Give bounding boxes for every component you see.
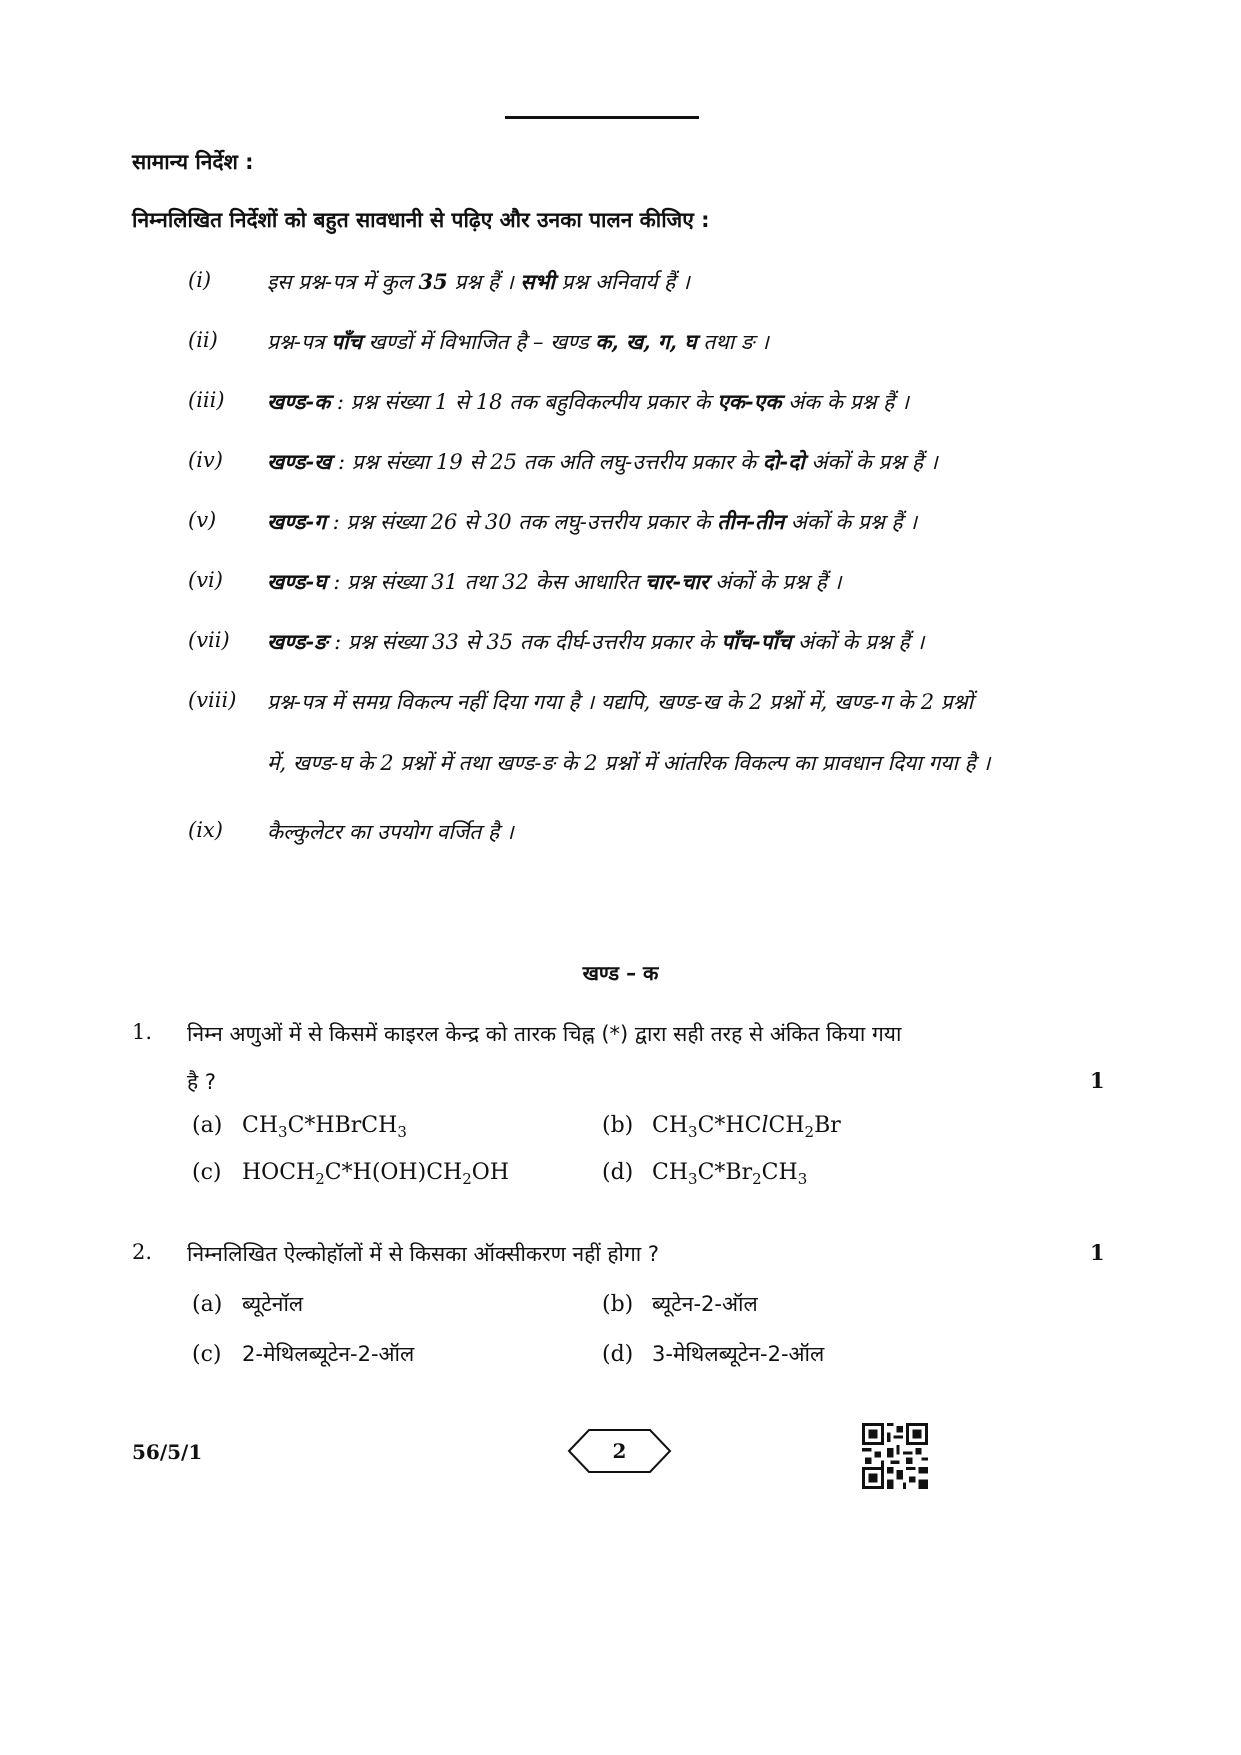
general-instructions-title: सामान्य निर्देश : [132, 150, 254, 174]
option-2a: (a) ब्यूटेनॉल [192, 1292, 304, 1317]
option-2b: (b) ब्यूटेन-2-ऑल [602, 1292, 758, 1317]
top-rule [505, 116, 699, 119]
option-1a: (a) $CH_3C*HBrCH_3$ [192, 1113, 407, 1141]
page-number: 2 [612, 1439, 627, 1463]
qr-code-icon [862, 1423, 928, 1489]
marks: 1 [1090, 1240, 1105, 1265]
marks: 1 [1090, 1068, 1105, 1093]
option-2c: (c) 2-मेथिलब्यूटेन-2-ऑल [192, 1342, 415, 1367]
option-1b: (b) $CH_3C*HClCH_2Br$ [602, 1113, 841, 1141]
option-2d: (d) 3-मेथिलब्यूटेन-2-ऑल [602, 1342, 825, 1367]
option-1d: (d) $CH_3C*Br_2CH_3$ [602, 1160, 808, 1188]
paper-code: 56/5/1 [132, 1440, 203, 1464]
section-title: खण्ड – क [582, 961, 659, 985]
general-instructions-subtitle: निम्नलिखित निर्देशों को बहुत सावधानी से पढ़िए और उनका पालन कीजिए : [132, 208, 710, 232]
option-1c: (c) $HOCH_2C*H(OH)CH_2OH$ [192, 1160, 510, 1188]
